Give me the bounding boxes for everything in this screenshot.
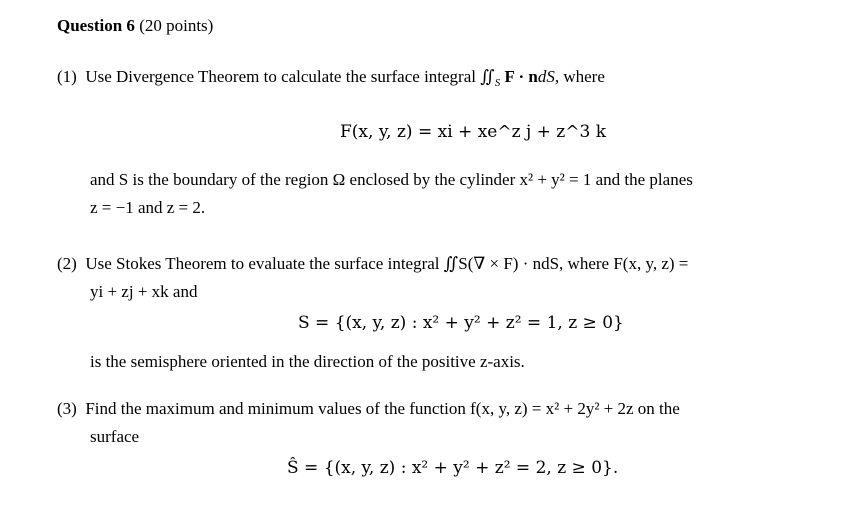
part2-set-text: S = {(x, y, z) : x² + y² + z² = 1, z ≥ 0} [298,313,624,333]
part2-line2 [90,281,197,303]
part2-set [298,312,624,334]
part1-field: F(x, y, z) = xi + xe^z j + z^3 k [340,122,606,142]
part1-desc-line2 [90,197,205,219]
part2-number: (2) [57,254,77,273]
part1-integral-sub: S [494,77,501,89]
part2-text3: is the semisphere oriented in the direction of the positive z-axis. [90,352,525,371]
part2-line1 [57,253,688,275]
part2-text1: Use Stokes Theorem to evaluate the surface integral ∬S(∇ × F) · ndS, where F(x, y, z) = [85,254,689,273]
part1-line1 [57,66,605,90]
part1-dS: dS [537,67,555,86]
part1-number: (1) [57,67,77,86]
part1-desc1: and S is the boundary of the region Ω enclosed by the cylinder x² + y² = 1 and the planes [90,170,693,189]
part1-desc-line1 [90,169,693,191]
question-heading [57,15,213,37]
question-points: (20 points) [139,16,214,35]
part1-intro: Use Divergence Theorem to calculate the surface integral ∬ [85,67,495,86]
question-title: Question 6 [57,16,135,35]
part3-line1 [57,398,680,420]
part3-number: (3) [57,399,77,418]
part3-line2 [90,426,139,448]
part1-desc2: z = −1 and z = 2. [90,198,206,217]
part2-line3 [90,351,525,373]
part3-text1: Find the maximum and minimum values of the function f(x, y, z) = x² + 2y² + 2z on the [85,399,680,418]
part2-text2: yi + zj + xk and [90,282,198,301]
part3-set-text: Ŝ = {(x, y, z) : x² + y² + z² = 2, z ≥ 0}. [287,458,619,478]
part1-where: , where [554,67,605,86]
part3-text2: surface [90,427,140,446]
part1-integrand: F · n [500,67,538,86]
part1-field-equation [340,121,606,143]
part3-set [287,457,618,479]
